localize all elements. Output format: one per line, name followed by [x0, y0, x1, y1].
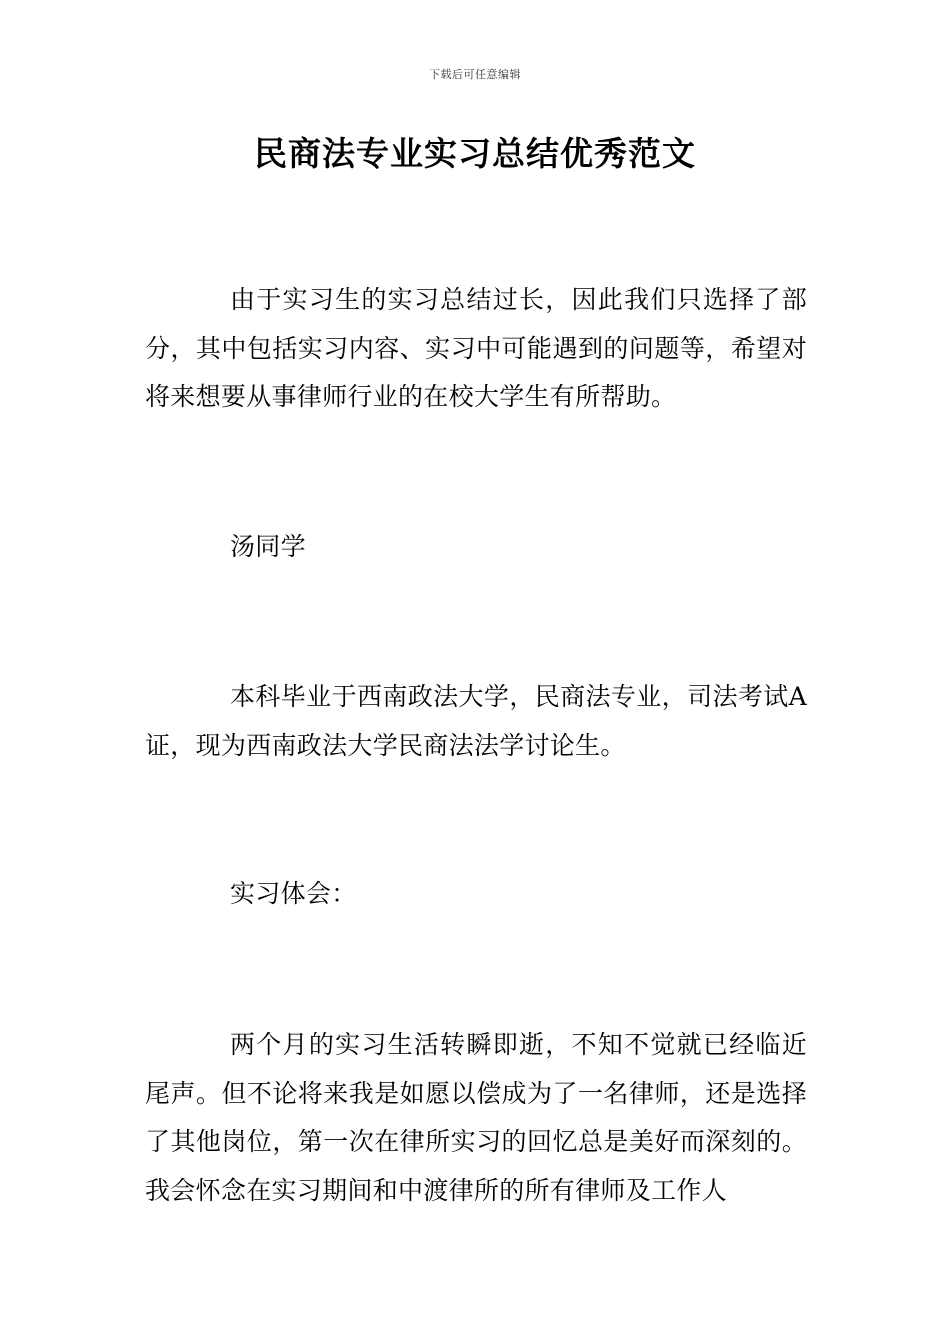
paragraph-student-bio: 本科毕业于西南政法大学，民商法专业，司法考试A证，现为西南政法大学民商法法学讨论生。 [145, 682, 807, 760]
document-title: 民商法专业实习总结优秀范文 [254, 134, 696, 173]
paragraph-student-name: 汤同学 [230, 532, 306, 561]
paragraph-section-heading: 实习体会： [230, 879, 357, 908]
header-note: 下载后可任意编辑 [429, 68, 521, 81]
paragraph-intro: 由于实习生的实习总结过长，因此我们只选择了部分，其中包括实习内容、实习中可能遇到的问题等，希望对将来想要从事律师行业的在校大学生有所帮助。 [145, 285, 807, 411]
paragraph-reflection: 两个月的实习生活转瞬即逝，不知不觉就已经临近尾声。但不论将来我是如愿以偿成为了一名律师，还是选择了其他岗位，第一次在律所实习的回忆总是美好而深刻的。我会怀念在实习期间和中渡律所的所有律师及工作人 [145, 1030, 807, 1205]
